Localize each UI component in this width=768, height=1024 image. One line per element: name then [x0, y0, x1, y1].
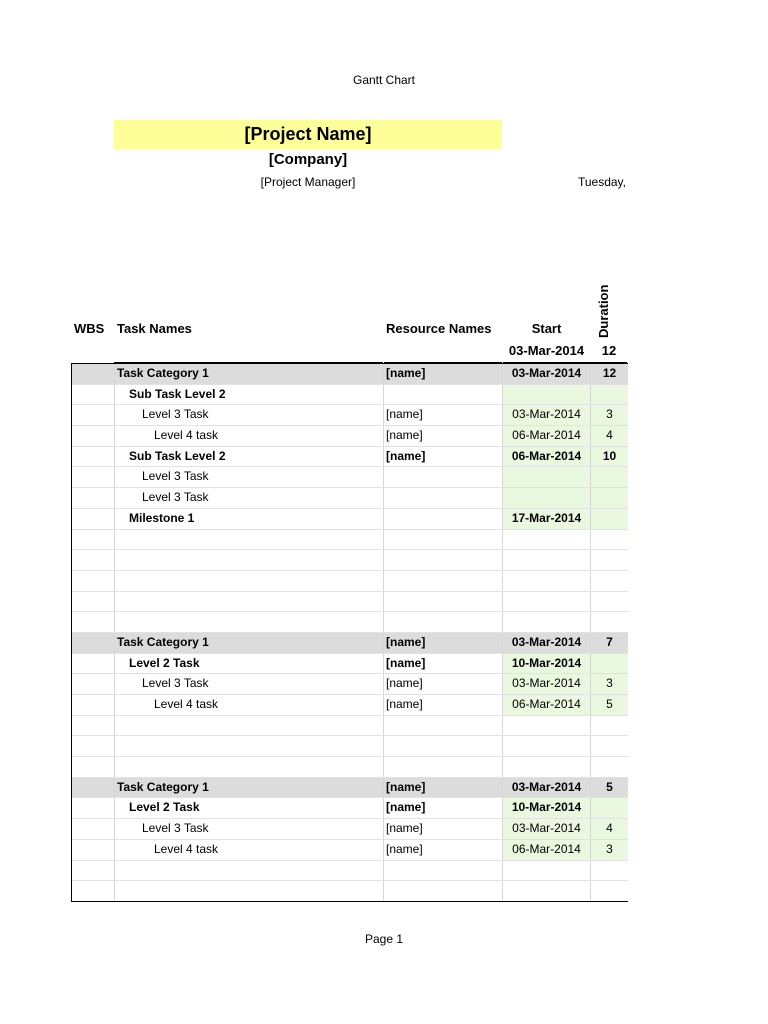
resource-cell[interactable] — [384, 509, 503, 529]
task-name-cell[interactable]: Sub Task Level 2 — [115, 385, 384, 405]
task-name-cell[interactable]: Level 3 Task — [115, 405, 384, 425]
task-name-cell[interactable]: Level 4 task — [115, 840, 384, 860]
task-name-cell[interactable]: Task Category 1 — [115, 633, 384, 653]
wbs-cell[interactable] — [72, 757, 115, 777]
duration-cell[interactable]: 5 — [591, 695, 628, 715]
start-date-cell[interactable] — [503, 612, 591, 632]
resource-cell[interactable]: [name] — [384, 405, 503, 425]
empty-row — [72, 860, 628, 881]
task-name-cell[interactable]: Level 4 task — [115, 695, 384, 715]
start-date-cell[interactable]: 17-Mar-2014 — [503, 509, 591, 529]
duration-cell[interactable]: 4 — [591, 819, 628, 839]
resource-cell[interactable] — [384, 592, 503, 612]
duration-cell[interactable] — [591, 881, 628, 901]
wbs-cell[interactable] — [72, 612, 115, 632]
duration-cell[interactable] — [591, 798, 628, 818]
duration-cell[interactable]: 3 — [591, 674, 628, 694]
task-row — [72, 797, 628, 818]
empty-row — [72, 611, 628, 632]
duration-cell[interactable] — [591, 530, 628, 550]
task-name-cell[interactable] — [115, 612, 384, 632]
duration-cell[interactable] — [591, 736, 628, 756]
duration-cell[interactable]: 5 — [591, 778, 628, 798]
start-date-cell[interactable]: 06-Mar-2014 — [503, 695, 591, 715]
task-name-cell[interactable] — [115, 757, 384, 777]
resource-cell[interactable] — [384, 861, 503, 881]
resource-cell[interactable]: [name] — [384, 798, 503, 818]
start-date-cell[interactable]: 10-Mar-2014 — [503, 654, 591, 674]
wbs-cell[interactable] — [72, 467, 115, 487]
empty-row — [72, 756, 628, 777]
task-name-cell[interactable] — [115, 736, 384, 756]
duration-cell[interactable] — [591, 592, 628, 612]
duration-cell[interactable] — [591, 612, 628, 632]
task-name-cell[interactable] — [115, 592, 384, 612]
wbs-cell[interactable] — [72, 488, 115, 508]
empty-row — [72, 549, 628, 570]
wbs-cell[interactable] — [72, 819, 115, 839]
start-date-cell[interactable]: 03-Mar-2014 — [503, 674, 591, 694]
wbs-cell[interactable] — [72, 778, 115, 798]
task-row — [72, 466, 628, 487]
wbs-cell[interactable] — [72, 654, 115, 674]
task-row — [72, 446, 628, 467]
start-date-cell[interactable]: 03-Mar-2014 — [503, 819, 591, 839]
resource-cell[interactable]: [name] — [384, 633, 503, 653]
wbs-cell[interactable] — [72, 550, 115, 570]
task-name-cell[interactable]: Level 3 Task — [115, 674, 384, 694]
task-row — [72, 673, 628, 694]
resource-cell[interactable]: [name] — [384, 364, 503, 384]
task-row — [72, 508, 628, 529]
task-name-cell[interactable] — [115, 716, 384, 736]
resource-cell[interactable]: [name] — [384, 840, 503, 860]
wbs-cell[interactable] — [72, 592, 115, 612]
resource-cell[interactable]: [name] — [384, 819, 503, 839]
wbs-cell[interactable] — [72, 840, 115, 860]
start-date-cell[interactable] — [503, 385, 591, 405]
duration-cell[interactable] — [591, 488, 628, 508]
column-header-wbs: WBS — [74, 321, 105, 336]
start-date-cell[interactable] — [503, 716, 591, 736]
wbs-cell[interactable] — [72, 861, 115, 881]
resource-cell[interactable] — [384, 612, 503, 632]
resource-cell[interactable] — [384, 757, 503, 777]
task-name-cell[interactable] — [115, 861, 384, 881]
page-number: Page 1 — [364, 932, 404, 946]
task-name-cell[interactable]: Level 4 task — [115, 426, 384, 446]
duration-cell[interactable] — [591, 467, 628, 487]
empty-row — [72, 570, 628, 591]
project-start-date: 03-Mar-2014 — [508, 343, 585, 358]
duration-cell[interactable] — [591, 716, 628, 736]
resource-cell[interactable] — [384, 467, 503, 487]
task-name-cell[interactable]: Level 3 Task — [115, 819, 384, 839]
resource-cell[interactable] — [384, 488, 503, 508]
start-date-cell[interactable] — [503, 571, 591, 591]
duration-cell[interactable] — [591, 385, 628, 405]
wbs-cell[interactable] — [72, 509, 115, 529]
task-name-cell[interactable] — [115, 881, 384, 901]
start-date-cell[interactable] — [503, 592, 591, 612]
duration-cell[interactable]: 3 — [591, 840, 628, 860]
task-name-cell[interactable] — [115, 550, 384, 570]
company-field[interactable]: [Company] — [268, 151, 348, 168]
duration-cell[interactable]: 7 — [591, 633, 628, 653]
wbs-cell[interactable] — [72, 385, 115, 405]
resource-cell[interactable]: [name] — [384, 447, 503, 467]
empty-row — [72, 715, 628, 736]
start-date-cell[interactable] — [503, 757, 591, 777]
resource-cell[interactable] — [384, 881, 503, 901]
resource-cell[interactable] — [384, 550, 503, 570]
wbs-cell[interactable] — [72, 695, 115, 715]
resource-cell[interactable] — [384, 571, 503, 591]
duration-cell[interactable] — [591, 757, 628, 777]
task-row — [72, 404, 628, 425]
duration-cell[interactable]: 3 — [591, 405, 628, 425]
start-date-cell[interactable]: 03-Mar-2014 — [503, 633, 591, 653]
task-name-cell[interactable]: Level 3 Task — [115, 467, 384, 487]
wbs-cell[interactable] — [72, 633, 115, 653]
task-row — [72, 425, 628, 446]
wbs-cell[interactable] — [72, 881, 115, 901]
wbs-cell[interactable] — [72, 716, 115, 736]
start-date-cell[interactable] — [503, 467, 591, 487]
duration-cell[interactable] — [591, 509, 628, 529]
start-date-cell[interactable]: 03-Mar-2014 — [503, 364, 591, 384]
resource-cell[interactable] — [384, 716, 503, 736]
task-row — [72, 653, 628, 674]
task-row — [72, 487, 628, 508]
wbs-cell[interactable] — [72, 364, 115, 384]
resource-cell[interactable]: [name] — [384, 674, 503, 694]
task-name-cell[interactable] — [115, 571, 384, 591]
column-header-start: Start — [531, 321, 562, 336]
project-manager-field[interactable]: [Project Manager] — [260, 175, 356, 189]
project-duration: 12 — [601, 343, 617, 358]
duration-cell[interactable] — [591, 571, 628, 591]
start-date-cell[interactable] — [503, 488, 591, 508]
task-name-cell[interactable]: Level 2 Task — [115, 654, 384, 674]
document-title: Gantt Chart — [352, 73, 416, 87]
wbs-cell[interactable] — [72, 798, 115, 818]
resource-cell[interactable]: [name] — [384, 426, 503, 446]
wbs-cell[interactable] — [72, 736, 115, 756]
wbs-cell[interactable] — [72, 447, 115, 467]
column-header-resource-names: Resource Names — [386, 321, 492, 336]
task-table — [71, 363, 628, 902]
today-date: Tuesday, — [577, 175, 626, 189]
task-name-cell[interactable]: Task Category 1 — [115, 778, 384, 798]
task-name-cell[interactable]: Milestone 1 — [115, 509, 384, 529]
task-category-row — [72, 632, 628, 653]
wbs-cell[interactable] — [72, 530, 115, 550]
start-date-cell[interactable]: 06-Mar-2014 — [503, 426, 591, 446]
resource-cell[interactable]: [name] — [384, 695, 503, 715]
start-date-cell[interactable]: 06-Mar-2014 — [503, 447, 591, 467]
resource-cell[interactable]: [name] — [384, 654, 503, 674]
wbs-cell[interactable] — [72, 674, 115, 694]
start-date-cell[interactable] — [503, 881, 591, 901]
duration-cell[interactable] — [591, 861, 628, 881]
resource-cell[interactable] — [384, 736, 503, 756]
task-row — [72, 818, 628, 839]
task-category-row — [72, 777, 628, 798]
task-category-row — [72, 363, 628, 384]
start-date-cell[interactable]: 03-Mar-2014 — [503, 405, 591, 425]
task-row — [72, 694, 628, 715]
start-date-cell[interactable] — [503, 861, 591, 881]
empty-row — [72, 735, 628, 756]
empty-row — [72, 591, 628, 612]
wbs-cell[interactable] — [72, 571, 115, 591]
task-name-cell[interactable]: Level 3 Task — [115, 488, 384, 508]
start-date-cell[interactable] — [503, 550, 591, 570]
start-date-cell[interactable]: 10-Mar-2014 — [503, 798, 591, 818]
project-name-text: [Project Name] — [244, 124, 372, 144]
wbs-cell[interactable] — [72, 405, 115, 425]
project-name-field[interactable] — [114, 120, 502, 149]
resource-cell[interactable] — [384, 385, 503, 405]
duration-cell[interactable] — [591, 654, 628, 674]
column-header-task-names: Task Names — [117, 321, 192, 336]
duration-cell[interactable]: 4 — [591, 426, 628, 446]
start-date-cell[interactable]: 03-Mar-2014 — [503, 778, 591, 798]
empty-row — [72, 880, 628, 901]
duration-cell[interactable]: 10 — [591, 447, 628, 467]
resource-cell[interactable]: [name] — [384, 778, 503, 798]
task-row — [72, 384, 628, 405]
column-header-duration: Duration — [596, 284, 611, 338]
task-name-cell[interactable] — [115, 530, 384, 550]
empty-row — [72, 529, 628, 550]
start-date-cell[interactable]: 06-Mar-2014 — [503, 840, 591, 860]
task-row — [72, 839, 628, 860]
wbs-cell[interactable] — [72, 426, 115, 446]
task-name-cell[interactable]: Task Category 1 — [115, 364, 384, 384]
start-date-cell[interactable] — [503, 530, 591, 550]
task-name-cell[interactable]: Level 2 Task — [115, 798, 384, 818]
resource-cell[interactable] — [384, 530, 503, 550]
duration-cell[interactable]: 12 — [591, 364, 628, 384]
start-date-cell[interactable] — [503, 736, 591, 756]
task-name-cell[interactable]: Sub Task Level 2 — [115, 447, 384, 467]
duration-cell[interactable] — [591, 550, 628, 570]
